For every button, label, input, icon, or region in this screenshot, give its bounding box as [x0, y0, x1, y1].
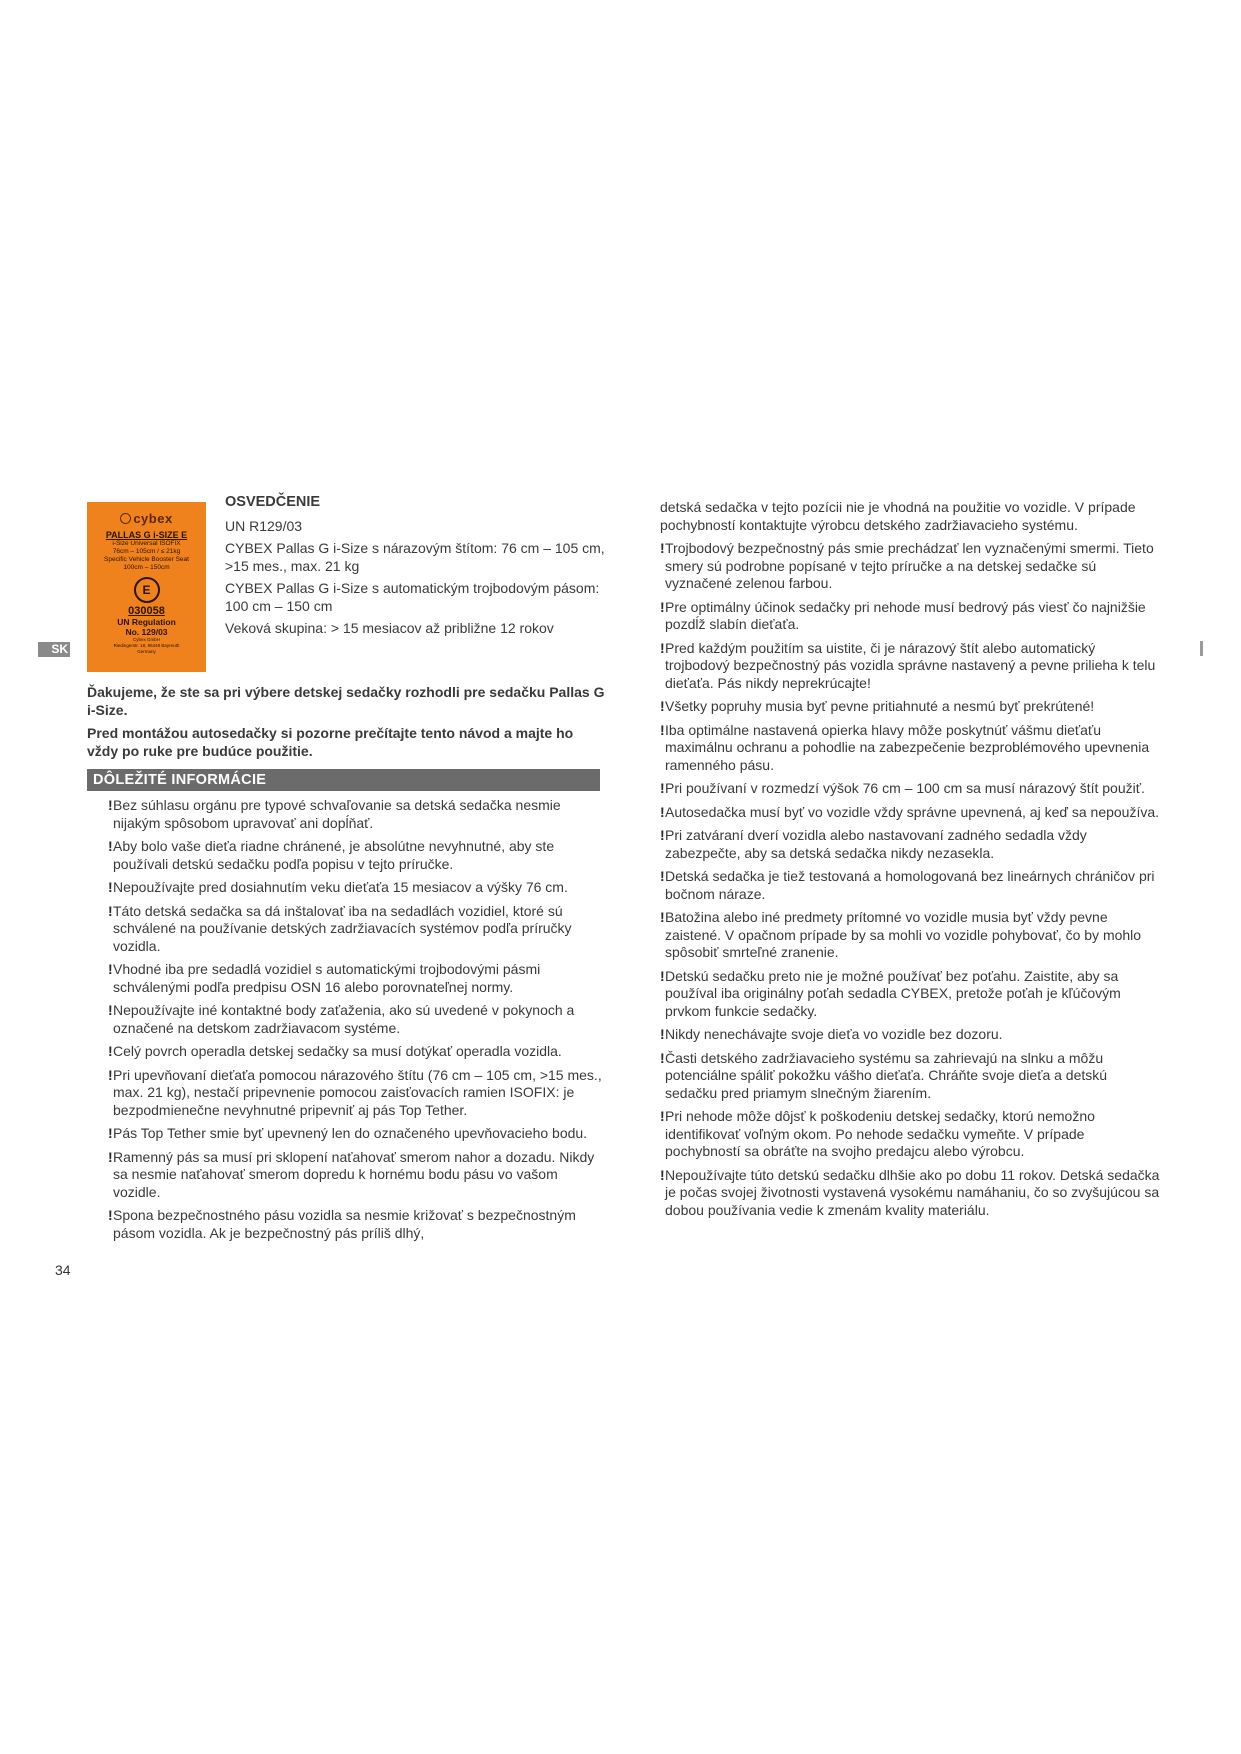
certification-line: Veková skupina: > 15 mesiacov až približne 12 rokov	[225, 620, 554, 636]
warning-icon: !	[660, 967, 665, 984]
certification-line: CYBEX Pallas G i-Size s nárazovým štítom: 76 cm – 105 cm, >15 mes., max. 21 kg	[225, 540, 605, 574]
certification-line: UN R129/03	[225, 518, 303, 534]
page-number: 34	[55, 1262, 71, 1278]
right-column	[660, 499, 1160, 1225]
warning-icon: !	[660, 780, 665, 796]
intro-instruction: Pred montážou autosedačky si pozorne prečítajte tento návod a majte ho vždy po ruke pre budúce použitie.	[87, 725, 574, 759]
warning-icon: !	[108, 879, 113, 895]
warning-item: ! Pred každým použitím sa uistite, či je nárazový štít alebo automatický trojbodový bezpečnostný pás vozidla správne nastavený a pevne prilieha k telu dieťaťa. Pás nikdy neprekrúcajte!	[660, 639, 1156, 691]
warning-item: ! Detská sedačka je tiež testovaná a homologovaná bez lineárnych chráničov pri bočnom náraze.	[660, 868, 1155, 902]
left-column	[108, 797, 608, 1248]
warning-icon: !	[108, 1148, 113, 1165]
warning-item: ! Všetky popruhy musia byť pevne pritiahnuté a nesmú byť prekrútené!	[660, 698, 1095, 714]
warning-item: ! Nepoužívajte pred dosiahnutím veku dieťaťa 15 mesiacov a výšky 76 cm.	[108, 879, 568, 895]
certification-title: OSVEDČENIE	[225, 494, 321, 510]
intro-thanks: Ďakujeme, že ste sa pri výbere detskej sedačky rozhodli pre sedačku Pallas G i-Size.	[87, 684, 605, 718]
intro-block	[87, 683, 607, 765]
warning-item: ! Bez súhlasu orgánu pre typové schvaľovanie sa detská sedačka nesmie nijakým spôsobom upravovať ani dopĺňať.	[108, 797, 561, 831]
warning-icon: !	[108, 1125, 113, 1141]
warning-icon: !	[660, 827, 665, 843]
continued-text: detská sedačka v tejto pozícii nie je vhodná na použitie vo vozidle. V prípade pochybností kontaktujte výrobcu detského zadržiavacieho systému.	[660, 499, 1136, 533]
warning-icon: !	[660, 698, 665, 714]
warning-item: ! Nepoužívajte iné kontaktné body zaťaženia, ako sú uvedené v pokynoch a označené na detskom zadržiavacom systéme.	[108, 1002, 575, 1036]
warning-icon: !	[660, 1108, 665, 1124]
section-heading: DÔLEŽITÉ INFORMÁCIE	[87, 769, 600, 791]
label-brand: cybex	[87, 511, 206, 526]
page-edge-marker	[1200, 641, 1203, 656]
warning-icon: !	[108, 902, 113, 919]
warning-icon: !	[660, 1166, 665, 1183]
cybex-logo-icon	[120, 513, 131, 524]
regulation-label: UN Regulation	[117, 617, 176, 627]
warning-icon: !	[660, 721, 665, 738]
warning-icon: !	[108, 961, 113, 977]
warning-item: ! Trojbodový bezpečnostný pás smie prechádzať len vyznačenými smermi. Tieto smery sú podrobne popísané v tejto príručke a na detskej sedačke sú vyznačené zelenou farbou.	[660, 540, 1154, 591]
maker-name: Cybex GmbH	[132, 637, 160, 642]
warning-icon: !	[660, 639, 665, 656]
warning-item: ! Iba optimálne nastavená opierka hlavy môže poskytnúť vášmu dieťaťu maximálnu ochranu a pohodlie na zabezpečenie bezproblémového upevnenia ramenného pásu.	[660, 721, 1150, 773]
warning-item: ! Ramenný pás sa musí pri sklopení naťahovať smerom nahor a dozadu. Nikdy sa nesmie naťahovať smerom dopredu k hornému bodu pásu vo vašom vozidle.	[108, 1148, 595, 1200]
warning-icon: !	[660, 1026, 665, 1042]
warning-item: ! Nikdy nenechávajte svoje dieťa vo vozidle bez dozoru.	[660, 1026, 1003, 1042]
regulation-number: No. 129/03	[125, 627, 168, 637]
label-line: 76cm – 105cm / ≤ 21kg	[112, 548, 181, 555]
warning-item: ! Časti detského zadržiavacieho systému sa zahrievajú na slnku a môžu potenciálne spáliť pokožku vášho dieťaťa. Chráňte svoje dieťa a detskú sedačku pred priamym slnečným žiarením.	[660, 1049, 1108, 1101]
warning-item: ! Celý povrch operadla detskej sedačky sa musí dotýkať operadla vozidla.	[108, 1043, 562, 1059]
label-model: PALLAS G i-SIZE E	[105, 530, 188, 540]
e-mark-icon: E	[134, 577, 160, 603]
warning-item: ! Nepoužívajte túto detskú sedačku dlhšie ako po dobu 11 rokov. Detská sedačka je počas svojej životnosti vystavená vysokému namáhaniu, čo so zvyšujúcou sa dobou používania vedie k zmenám kvality materiálu.	[660, 1166, 1160, 1218]
warning-icon: !	[108, 1066, 113, 1083]
warning-icon: !	[660, 868, 665, 884]
warning-item: ! Táto detská sedačka sa dá inštalovať iba na sedadlách vozidiel, ktoré sú schválené na používanie detských zadržiavacích systémov podľa príručky vozidla.	[108, 902, 572, 954]
warning-item: ! Autosedačka musí byť vo vozidle vždy správne upevnená, aj keď sa nepoužíva.	[660, 803, 1160, 820]
warning-icon: !	[660, 540, 665, 556]
label-line: Specific Vehicle Booster Seat	[104, 556, 189, 563]
warning-icon: !	[660, 909, 665, 925]
warning-item: ! Detskú sedačku preto nie je možné používať bez poťahu. Zaistite, aby sa používal iba originálny poťah sedadla CYBEX, pretože poťah je kľúčovým prvkom funkcie sedačky.	[660, 967, 1121, 1019]
warning-item: ! Pri zatváraní dverí vozidla alebo nastavovaní zadného sedadla vždy zabezpečte, aby sa detská sedačka nikdy nezasekla.	[660, 827, 1087, 861]
warning-icon: !	[108, 838, 113, 854]
warning-icon: !	[660, 598, 665, 615]
warning-item: ! Pri upevňovaní dieťaťa pomocou nárazového štítu (76 cm – 105 cm, >15 mes., max. 21 kg), nestačí pripevnenie pomocou zaisťovacích ramien ISOFIX: je bezpodmienečne nevyhnutné pripevniť aj pás Top Tether.	[108, 1066, 602, 1118]
approval-label	[87, 502, 206, 672]
warning-item: ! Pás Top Tether smie byť upevnený len do označeného upevňovacieho bodu.	[108, 1125, 588, 1141]
warning-icon: !	[660, 803, 665, 820]
warning-icon: !	[108, 1002, 113, 1018]
warning-item: ! Pre optimálny účinok sedačky pri nehode musí bedrový pás viesť čo najnižšie pozdĺž slabín dieťaťa.	[660, 598, 1146, 632]
warning-icon: !	[660, 1049, 665, 1066]
warning-icon: !	[108, 1043, 113, 1059]
certification-line: CYBEX Pallas G i-Size s automatickým trojbodovým pásom: 100 cm – 150 cm	[225, 580, 600, 614]
approval-number: 030058	[128, 605, 165, 617]
warning-icon: !	[108, 797, 113, 813]
label-line: i-Size Universal ISOFIX	[112, 540, 181, 547]
language-tab: SK	[38, 642, 70, 657]
warning-icon: !	[108, 1207, 113, 1223]
warning-item: ! Pri používaní v rozmedzí výšok 76 cm – 100 cm sa musí nárazový štít použiť.	[660, 780, 1145, 796]
warning-item: ! Vhodné iba pre sedadlá vozidiel s automatickými trojbodovými pásmi schválenými podľa predpisu OSN 16 alebo porovnateľnej normy.	[108, 961, 541, 995]
certification-block	[225, 493, 610, 641]
warning-item: ! Pri nehode môže dôjsť k poškodeniu detskej sedačky, ktorú nemožno identifikovať voľným okom. Po nehode sedačku vymeňte. V prípade pochybností sa obráťte na svojho predajcu alebo výrobcu.	[660, 1108, 1095, 1159]
warning-item: ! Batožina alebo iné predmety prítomné vo vozidle musia byť vždy pevne zaistené. V opačnom prípade by sa mohli vo vozidle pohybovať, čo by mohlo spôsobiť smrteľné zranenie.	[660, 909, 1142, 960]
label-line: 100cm – 150cm	[123, 564, 170, 571]
warning-item: ! Aby bolo vaše dieťa riadne chránené, je absolútne nevyhnutné, aby ste používali detskú sedačku podľa popisu v tejto príručke.	[108, 838, 555, 872]
maker-country: Germany	[137, 649, 156, 654]
maker-address: Riedingerstr. 18, 95448 Bayreuth	[113, 643, 180, 648]
warning-item: ! Spona bezpečnostného pásu vozidla sa nesmie križovať s bezpečnostným pásom vozidla. Ak je bezpečnostný pás príliš dlhý,	[108, 1207, 576, 1241]
